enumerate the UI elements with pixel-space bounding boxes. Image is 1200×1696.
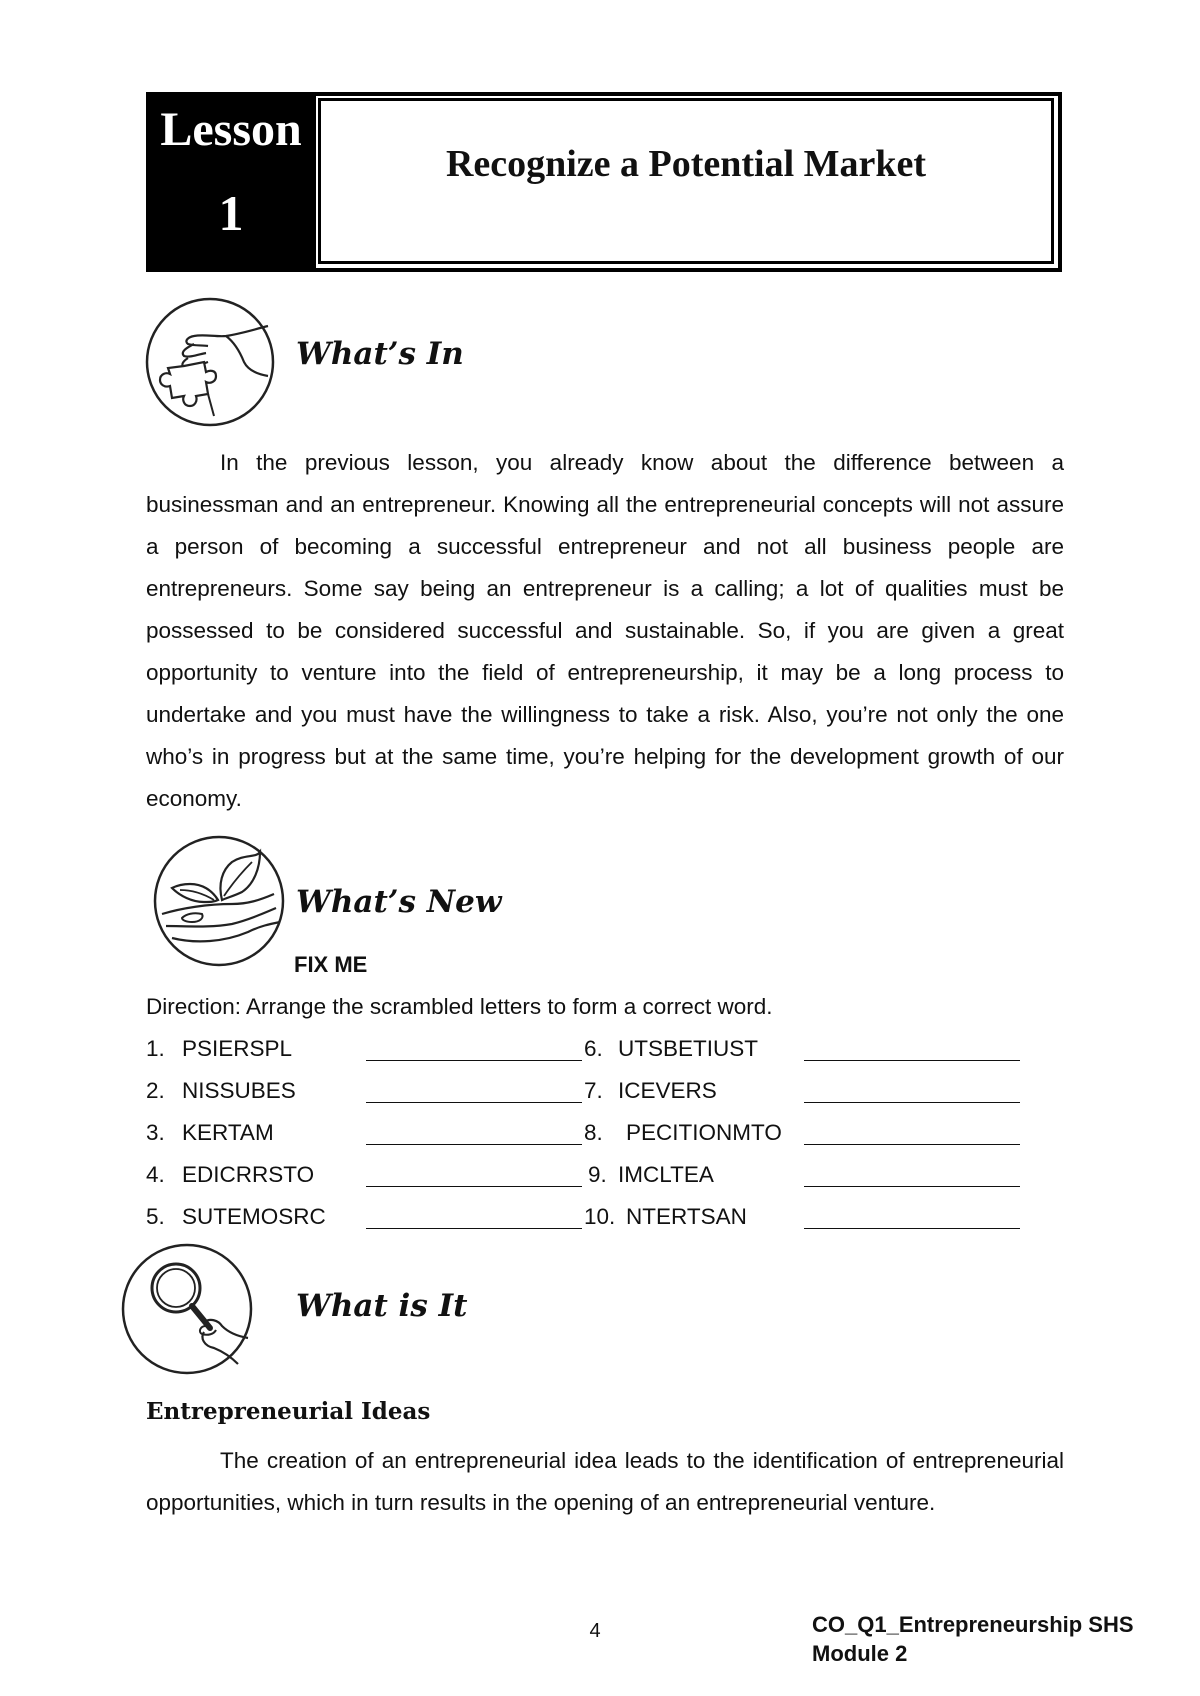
list-item bbox=[588, 1162, 714, 1188]
answer-blank[interactable] bbox=[366, 1164, 582, 1187]
answer-blank[interactable] bbox=[366, 1122, 582, 1145]
answer-blank[interactable] bbox=[804, 1206, 1020, 1229]
list-item bbox=[146, 1120, 274, 1146]
list-item bbox=[146, 1036, 292, 1062]
module-code-line1: CO_Q1_Entrepreneurship SHS bbox=[812, 1612, 1134, 1637]
scrambled-word: NISSUBES bbox=[182, 1078, 296, 1103]
scrambled-word: IMCLTEA bbox=[618, 1162, 714, 1187]
item-number: 7. bbox=[584, 1078, 603, 1103]
whats-in-paragraph: In the previous lesson, you already know about the difference between a businessman and an entrepreneur. Knowing all the entrepreneurial concepts will not assure a person of becoming a successful entrepreneur and not all business people are entrepreneurs. Some say being an entrepreneur is a calling; a lot of qualities must be possessed to be considered successful and sustainable. So, if you are given a great opportunity to venture into the field of entrepreneurship, it may be a long process to undertake and you must have the willingness to take a risk. Also, you’re not only the one who’s in progress but at the same time, you’re helping for the development growth of our economy. bbox=[146, 450, 1064, 811]
scrambled-word: ICEVERS bbox=[618, 1078, 717, 1103]
what-is-it-heading: What is It bbox=[296, 1288, 468, 1324]
answer-blank[interactable] bbox=[804, 1122, 1020, 1145]
activity-title: FIX ME bbox=[294, 952, 368, 977]
whats-new-heading: What’s New bbox=[296, 884, 502, 920]
hand-puzzle-piece-icon bbox=[144, 296, 276, 428]
scrambled-word: KERTAM bbox=[182, 1120, 274, 1145]
lesson-title: Recognize a Potential Market bbox=[445, 143, 927, 185]
item-number: 8. bbox=[584, 1120, 603, 1145]
answer-blank[interactable] bbox=[366, 1080, 582, 1103]
item-number: 10. bbox=[584, 1204, 616, 1229]
what-is-it-paragraph: The creation of an entrepreneurial idea leads to the identification of entrepreneurial opportunities, which in turn results in the opening of an entrepreneurial venture. bbox=[146, 1448, 1064, 1515]
hand-plant-seedling-icon bbox=[152, 834, 286, 968]
list-item bbox=[584, 1078, 717, 1104]
list-item bbox=[146, 1078, 296, 1104]
list-item bbox=[146, 1162, 314, 1188]
scrambled-word: UTSBETIUST bbox=[618, 1036, 759, 1061]
list-item bbox=[146, 1204, 326, 1230]
answer-blank[interactable] bbox=[804, 1164, 1020, 1187]
module-code-line2: Module 2 bbox=[812, 1641, 908, 1666]
lesson-number: 1 bbox=[218, 185, 244, 241]
lesson-label: Lesson bbox=[160, 103, 302, 156]
list-item bbox=[584, 1120, 782, 1146]
page-number: 4 bbox=[589, 1620, 601, 1642]
item-number: 3. bbox=[146, 1120, 165, 1145]
item-number: 5. bbox=[146, 1204, 165, 1229]
item-number: 1. bbox=[146, 1036, 165, 1061]
answer-blank[interactable] bbox=[804, 1038, 1020, 1061]
scrambled-word: PSIERSPL bbox=[182, 1036, 293, 1061]
lesson-number-box bbox=[146, 92, 316, 272]
activity-direction: Direction: Arrange the scrambled letters to form a correct word. bbox=[146, 994, 773, 1019]
scrambled-word: SUTEMOSRC bbox=[182, 1204, 326, 1229]
list-item bbox=[584, 1036, 758, 1062]
item-number: 4. bbox=[146, 1162, 165, 1187]
whats-in-heading: What’s In bbox=[296, 336, 464, 372]
subheading: Entrepreneurial Ideas bbox=[146, 1398, 431, 1425]
item-number: 6. bbox=[584, 1036, 603, 1061]
item-number: 9. bbox=[588, 1162, 607, 1187]
answer-blank[interactable] bbox=[366, 1206, 582, 1229]
answer-blank[interactable] bbox=[366, 1038, 582, 1061]
scrambled-word: PECITIONMTO bbox=[626, 1120, 782, 1145]
module-code bbox=[812, 1610, 1134, 1668]
list-item bbox=[584, 1204, 747, 1230]
scrambled-word: NTERTSAN bbox=[626, 1204, 747, 1229]
answer-blank[interactable] bbox=[804, 1080, 1020, 1103]
hand-magnifying-glass-icon bbox=[120, 1242, 254, 1376]
scrambled-word: EDICRRSTO bbox=[182, 1162, 315, 1187]
item-number: 2. bbox=[146, 1078, 165, 1103]
